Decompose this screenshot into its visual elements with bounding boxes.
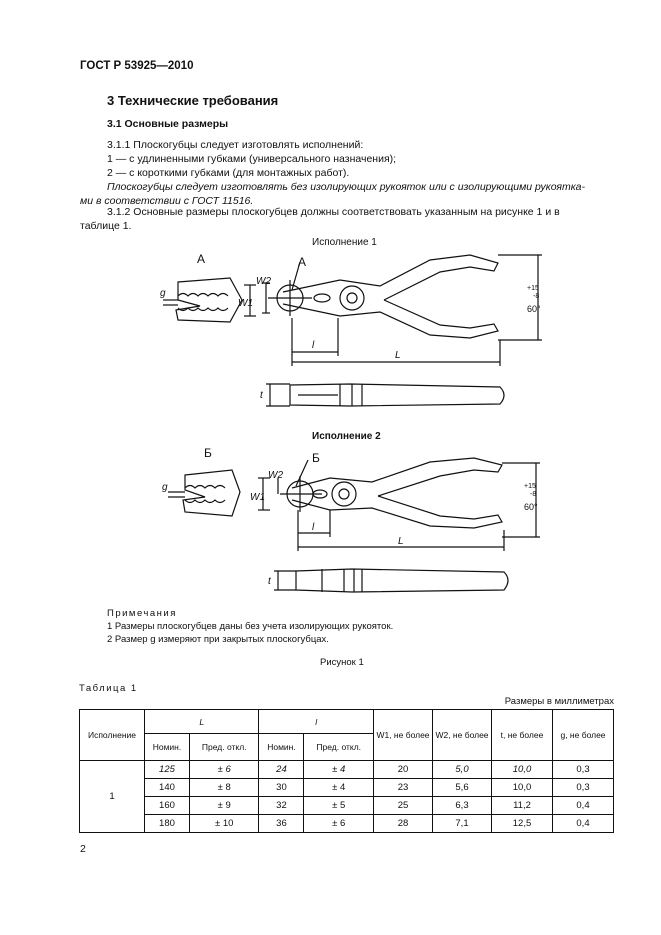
section-label-a: А	[197, 252, 206, 266]
header-L: L	[145, 710, 259, 734]
table-row	[80, 797, 614, 815]
dim-L-v1: L	[395, 350, 401, 361]
paragraph-3-1-1: 3.1.1 Плоскогубцы следует изготовлять исполнений:	[107, 139, 364, 151]
italic-text-line1: Плоскогубцы следует изготовлять без изолирующих рукояток или с изолирующими рукоятка-	[107, 181, 586, 193]
subsection-title: 3.1 Основные размеры	[107, 118, 229, 130]
angle-tol-upper-v2: +15	[524, 483, 536, 490]
header-t: t, не более	[492, 710, 553, 761]
paragraph-3-1-2-line2: таблице 1.	[80, 220, 132, 232]
cell-g: 0,3	[553, 779, 614, 797]
section-label-b: Б	[204, 446, 212, 460]
cell-L-dev: ± 8	[189, 779, 259, 797]
dim-L-v2: L	[398, 536, 404, 547]
header-version: Исполнение	[80, 710, 145, 761]
cell-l-dev: ± 4	[304, 779, 374, 797]
cell-t: 12,5	[492, 815, 553, 833]
cell-t: 10,0	[492, 779, 553, 797]
italic-text-line2: ми в соответствии с ГОСТ 11516.	[80, 195, 254, 207]
pliers-version-1-drawing	[262, 255, 542, 366]
detail-label-b: Б	[312, 451, 320, 465]
dim-l-v2: l	[312, 522, 315, 533]
header-L-dev: Пред. откл.	[189, 734, 259, 761]
section-title: 3 Технические требования	[107, 93, 279, 108]
cell-L-dev: ± 6	[189, 761, 259, 779]
cell-w2: 5,0	[433, 761, 492, 779]
cell-l-dev: ± 4	[304, 761, 374, 779]
cell-w1: 23	[374, 779, 433, 797]
angle-v1: 60°	[527, 304, 541, 314]
note-1: 1 Размеры плоскогубцев даны без учета изолирующих рукояток.	[107, 621, 394, 632]
cell-g: 0,3	[553, 761, 614, 779]
jaw-section-b-drawing	[168, 470, 240, 516]
pliers-side-view-2-drawing	[274, 569, 508, 592]
cell-w1: 20	[374, 761, 433, 779]
option-2-text: 2 — с короткими губками (для монтажных работ).	[107, 167, 350, 179]
table-row	[80, 779, 614, 797]
dim-l-v1: l	[312, 340, 315, 351]
cell-w2: 5,6	[433, 779, 492, 797]
dim-w2-v2: W2	[268, 470, 283, 481]
option-1-text: 1 — с удлиненными губками (универсального назначения);	[107, 153, 397, 165]
cell-w1: 28	[374, 815, 433, 833]
dim-g-v2: g	[162, 482, 168, 493]
cell-t: 11,2	[492, 797, 553, 815]
dim-t-v2: t	[268, 576, 271, 587]
dim-w2-v1: W2	[256, 276, 271, 287]
cell-l-dev: ± 5	[304, 797, 374, 815]
paragraph-3-1-2-line1: 3.1.2 Основные размеры плоскогубцев должны соответствовать указанным на рисунке 1 и в	[107, 206, 560, 218]
cell-l: 24	[259, 761, 304, 779]
cell-l: 30	[259, 779, 304, 797]
angle-tol-lower-v2: -8	[530, 491, 537, 498]
dim-w1-v1: W1	[238, 298, 253, 309]
figure-caption: Рисунок 1	[320, 657, 364, 668]
detail-label-a: А	[298, 255, 307, 269]
cell-w2: 7,1	[433, 815, 492, 833]
version-cell: 1	[80, 761, 145, 833]
notes-title: Примечания	[107, 608, 177, 619]
header-w2: W2, не более	[433, 710, 492, 761]
cell-L: 160	[145, 797, 190, 815]
table-title: Таблица 1	[79, 683, 138, 694]
note-2: 2 Размер g измеряют при закрытых плоскогубцах.	[107, 634, 329, 645]
table-units: Размеры в миллиметрах	[504, 696, 614, 707]
cell-l-dev: ± 6	[304, 815, 374, 833]
header-L-nom: Номин.	[145, 734, 190, 761]
angle-v2: 60°	[524, 502, 538, 512]
caption-version-1: Исполнение 1	[312, 237, 377, 248]
header-l-nom: Номин.	[259, 734, 304, 761]
cell-L: 125	[145, 761, 190, 779]
table-row	[80, 761, 614, 779]
cell-w2: 6,3	[433, 797, 492, 815]
angle-tol-upper-v1: +15	[527, 285, 539, 292]
header-w1: W1, не более	[374, 710, 433, 761]
cell-w1: 25	[374, 797, 433, 815]
dim-g-v1: g	[160, 288, 166, 299]
cell-g: 0,4	[553, 815, 614, 833]
page-number: 2	[80, 843, 86, 855]
header-l-dev: Пред. откл.	[304, 734, 374, 761]
cell-L: 140	[145, 779, 190, 797]
cell-L-dev: ± 10	[189, 815, 259, 833]
cell-L: 180	[145, 815, 190, 833]
document-header: ГОСТ Р 53925—2010	[80, 60, 194, 72]
header-l: l	[259, 710, 374, 734]
cell-g: 0,4	[553, 797, 614, 815]
caption-version-2: Исполнение 2	[312, 431, 381, 442]
angle-tol-lower-v1: -8	[533, 293, 540, 300]
dimensions-table	[79, 709, 614, 833]
dim-t-v1: t	[260, 390, 263, 401]
cell-l: 32	[259, 797, 304, 815]
cell-l: 36	[259, 815, 304, 833]
cell-t: 10,0	[492, 761, 553, 779]
header-g: g, не более	[553, 710, 614, 761]
cell-L-dev: ± 9	[189, 797, 259, 815]
pliers-side-view-1-drawing	[266, 384, 504, 406]
table-row	[80, 815, 614, 833]
dim-w1-v2: W1	[250, 492, 265, 503]
